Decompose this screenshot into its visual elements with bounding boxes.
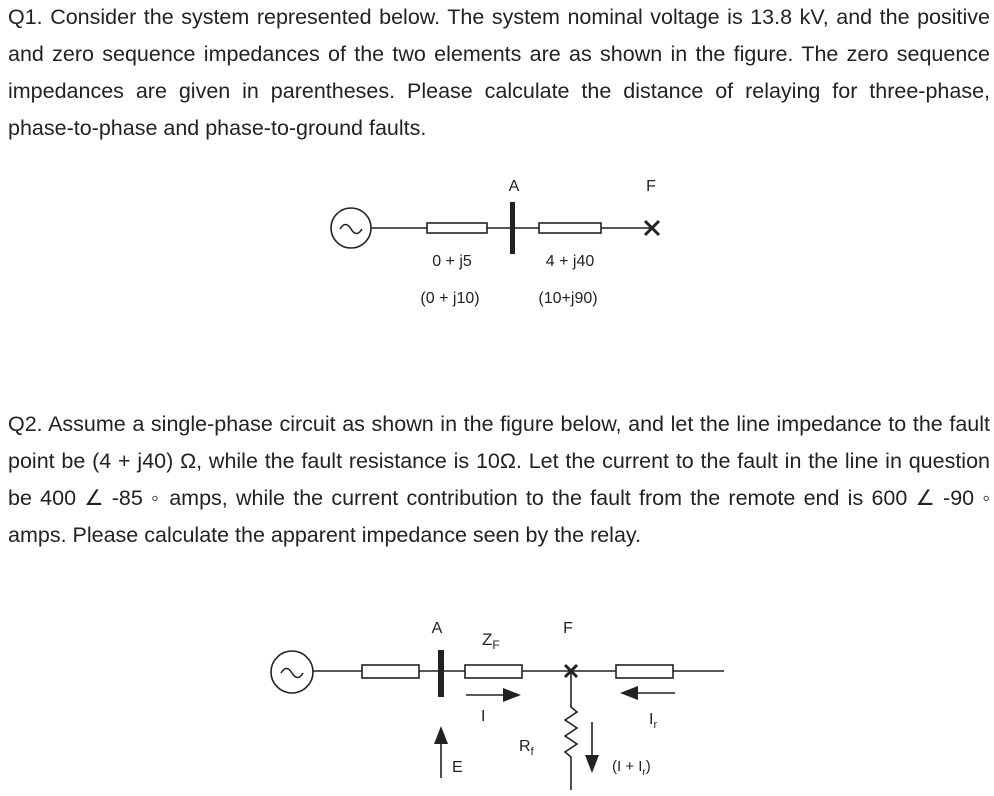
- sum-main: (I + I: [612, 758, 643, 775]
- zf-label: [482, 630, 500, 652]
- line-zero-impedance: (10+j90): [538, 290, 598, 307]
- arrowhead: [620, 686, 638, 700]
- line-pos-impedance: 4 + j40: [545, 253, 595, 270]
- bus-a-bar: [510, 202, 515, 254]
- rf-main: R: [519, 738, 531, 755]
- e-label: E: [452, 759, 463, 776]
- remote-impedance: [616, 665, 673, 678]
- line-impedance: [539, 223, 601, 233]
- figure-1: [331, 202, 659, 254]
- sum-close: ): [645, 758, 651, 775]
- ir-main: I: [649, 711, 654, 728]
- zf-main: Z: [482, 630, 493, 649]
- sine-symbol: [281, 669, 303, 678]
- arrowhead: [434, 726, 448, 744]
- i-label: I: [481, 708, 486, 725]
- sum-subscript: r: [642, 767, 646, 778]
- zf-subscript: F: [492, 638, 500, 652]
- source-impedance: [362, 665, 419, 678]
- bus-a-bar: [438, 650, 444, 697]
- bus-a-label: A: [508, 178, 520, 195]
- line-impedance-zf: [465, 665, 522, 678]
- question-1-text: Q1. Consider the system represented below. The system nominal voltage is 13.8 kV, and the positive and zero sequence impedances of the two elements are as shown in the figure. The zero sequence impedances are given in parentheses. Please calculate the distance of relaying for three-phase, phase-to-phase and phase-to-ground faults.: [8, 5, 990, 140]
- fault-f-label: F: [563, 620, 573, 637]
- ir-subscript: r: [653, 719, 658, 731]
- rf-label: [519, 738, 535, 758]
- arrowhead: [503, 688, 521, 702]
- fault-current-label: [612, 758, 651, 778]
- sine-symbol: [340, 225, 362, 234]
- ir-label: [649, 711, 657, 731]
- fault-resistor-rf: [565, 671, 577, 790]
- source-impedance: [427, 223, 487, 233]
- bus-a-label: A: [431, 620, 443, 637]
- source-zero-impedance: (0 + j10): [420, 290, 480, 307]
- source-pos-impedance: 0 + j5: [432, 253, 472, 270]
- rf-subscript: f: [530, 746, 534, 758]
- arrowhead: [585, 755, 599, 773]
- fault-f-label: F: [646, 178, 656, 195]
- question-2-text: Q2. Assume a single-phase circuit as shown in the figure below, and let the line impedance to the fault point be (4 + j40) Ω, while the fault resistance is 10Ω. Let the current to the fault in the line in question be 400 ∠ -85 ◦ amps, while the current contribution to the fault from the remote end is 600 ∠ -90 ◦ amps. Please calculate the apparent impedance seen by the relay.: [8, 412, 990, 547]
